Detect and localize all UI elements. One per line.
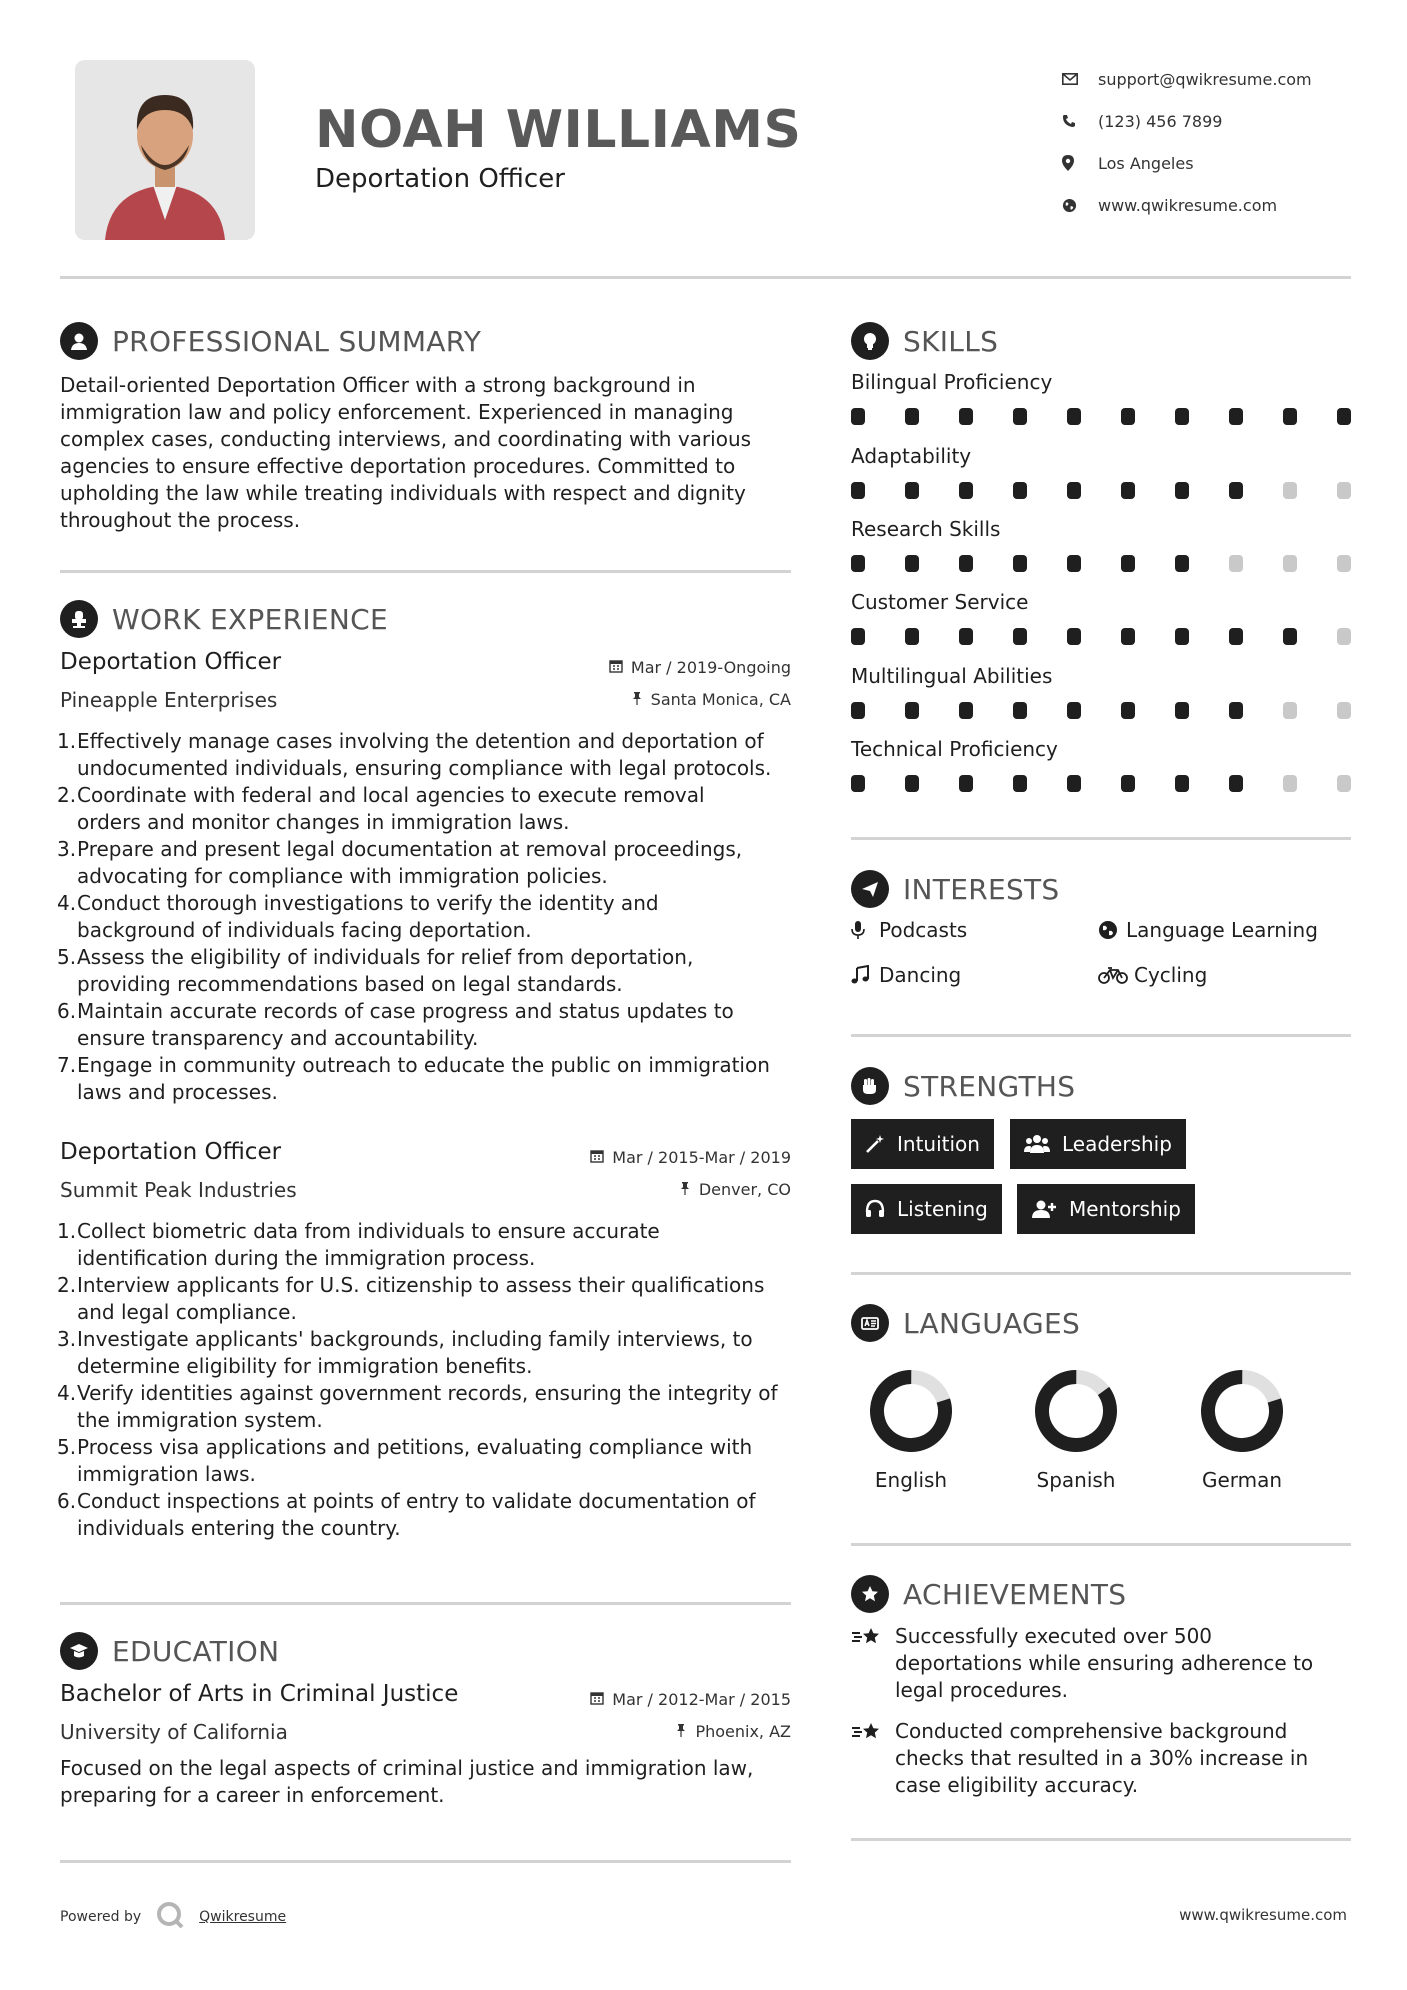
skill-rating — [851, 628, 1351, 648]
job-1-duties — [57, 728, 797, 1106]
education-line: preparing for a career in enforcement. — [60, 1783, 445, 1807]
list-item: 2. Coordinate with federal and local agencies to execute removal orders and monitor changes in immigration laws. — [57, 783, 705, 834]
language-name: English — [874, 1468, 948, 1492]
strength-badge-intuition — [851, 1119, 994, 1169]
skill-dot-filled — [1067, 555, 1081, 572]
list-item: 4. Verify identities against government records, ensuring the integrity of the immigration system. — [57, 1381, 778, 1432]
skill-dot-empty — [1283, 482, 1297, 499]
language-name: German — [1201, 1468, 1283, 1492]
candidate-name: NOAH WILLIAMS — [315, 100, 802, 160]
achievement-line: Conducted comprehensive background — [895, 1719, 1288, 1743]
contact-email[interactable] — [1062, 58, 1392, 100]
list-item: 4. Conduct thorough investigations to verify the identity and background of individuals facing deportation. — [57, 891, 659, 942]
language-item — [1172, 1368, 1312, 1492]
interest-cycling — [1098, 963, 1207, 987]
languages-heading-text: LANGUAGES — [903, 1306, 1081, 1340]
skill-dot-filled — [1121, 775, 1135, 792]
candidate-title: Deportation Officer — [315, 164, 565, 194]
achievement-line: legal procedures. — [895, 1678, 1068, 1702]
skill-dot-filled — [1067, 775, 1081, 792]
skills-heading-text: SKILLS — [903, 324, 999, 358]
skill-dot-filled — [1013, 482, 1027, 499]
language-item — [841, 1368, 981, 1492]
education-divider — [60, 1860, 791, 1863]
skill-dot-filled — [905, 482, 919, 499]
skill-item — [851, 517, 1351, 575]
skill-dot-filled — [1229, 482, 1243, 499]
skill-dot-filled — [851, 702, 865, 719]
skill-dot-empty — [1337, 482, 1351, 499]
skill-rating — [851, 775, 1351, 795]
language-ring — [1199, 1368, 1285, 1454]
skill-dot-filled — [851, 628, 865, 645]
education-dates — [480, 1690, 791, 1709]
interest-label: Cycling — [1134, 963, 1208, 987]
language-ring — [1033, 1368, 1119, 1454]
users-icon — [1024, 1134, 1050, 1154]
achievements-heading — [851, 1575, 1126, 1613]
achievement-line: checks that resulted in a 30% increase in — [895, 1746, 1309, 1770]
job-1-dates — [500, 658, 791, 677]
calendar-icon — [609, 659, 623, 677]
job-2-role: Deportation Officer — [60, 1139, 282, 1165]
calendar-icon — [590, 1691, 604, 1709]
skill-dot-empty — [1337, 628, 1351, 645]
contact-website[interactable] — [1062, 184, 1392, 226]
contact-location-text: Los Angeles — [1098, 153, 1194, 173]
skill-dot-filled — [1229, 775, 1243, 792]
summary-line: throughout the process. — [60, 508, 301, 532]
qwikresume-link[interactable]: Qwikresume — [199, 1909, 287, 1925]
interests-divider — [851, 1034, 1351, 1037]
skill-name: Adaptability — [851, 444, 972, 468]
skill-dot-filled — [1067, 702, 1081, 719]
job-1-location — [500, 690, 791, 709]
skill-dot-filled — [1013, 628, 1027, 645]
list-item: 3. Investigate applicants' backgrounds, including family interviews, to determine eligibility for immigration benefits. — [57, 1327, 753, 1378]
summary-line: agencies to ensure effective deportation procedures. Committed to — [60, 454, 736, 478]
star-badge-icon — [851, 1575, 889, 1613]
education-school: University of California — [60, 1720, 288, 1744]
strength-badge-listening — [851, 1184, 1002, 1234]
skill-dot-filled — [1013, 555, 1027, 572]
job-2-duties — [57, 1218, 797, 1542]
skill-name: Multilingual Abilities — [851, 664, 1053, 688]
contact-phone-text: (123) 456 7899 — [1098, 111, 1223, 131]
summary-line: upholding the law while treating individuals with respect and dignity — [60, 481, 746, 505]
education-dates-text: Mar / 2012-Mar / 2015 — [612, 1690, 791, 1709]
achievement-line: deportations while ensuring adherence to — [895, 1651, 1314, 1675]
skill-dot-filled — [905, 775, 919, 792]
strength-label: Leadership — [1062, 1132, 1172, 1156]
interest-dancing — [851, 963, 961, 987]
skill-dot-filled — [959, 408, 973, 425]
skill-dot-empty — [1337, 702, 1351, 719]
job-1-location-text: Santa Monica, CA — [650, 690, 791, 709]
education-location — [500, 1722, 791, 1741]
skill-dot-filled — [1283, 408, 1297, 425]
work-heading-text: WORK EXPERIENCE — [112, 602, 388, 636]
language-ring-fill — [1199, 1368, 1285, 1454]
contact-phone[interactable] — [1062, 100, 1392, 142]
language-ring-fill — [1033, 1368, 1119, 1454]
strengths-heading-text: STRENGTHS — [903, 1069, 1076, 1103]
skill-dot-empty — [1283, 555, 1297, 572]
powered-by-text: Powered by — [60, 1909, 142, 1925]
mail-icon — [1062, 73, 1098, 85]
summary-line: immigration law and policy enforcement. Experienced in managing — [60, 400, 734, 424]
strength-badge-leadership — [1010, 1119, 1186, 1169]
summary-heading — [60, 322, 481, 360]
pushpin-icon — [675, 1723, 687, 1741]
briefcase-icon — [60, 600, 98, 638]
skill-rating — [851, 408, 1351, 428]
skill-dot-filled — [1283, 628, 1297, 645]
skill-dot-filled — [1229, 408, 1243, 425]
skill-dot-filled — [1121, 482, 1135, 499]
strength-label: Mentorship — [1069, 1197, 1181, 1221]
skill-dot-filled — [1013, 408, 1027, 425]
skill-dot-empty — [1283, 775, 1297, 792]
interests-heading — [851, 870, 1060, 908]
contact-email-text: support@qwikresume.com — [1098, 69, 1312, 89]
skill-name: Customer Service — [851, 590, 1029, 614]
pushpin-icon — [631, 691, 643, 709]
graduation-cap-icon — [60, 1632, 98, 1670]
globe-icon — [1098, 920, 1126, 940]
skill-dot-filled — [905, 555, 919, 572]
qwikresume-logo-icon — [155, 1900, 185, 1934]
skill-dot-empty — [1337, 775, 1351, 792]
profile-photo — [75, 60, 255, 240]
education-description — [60, 1755, 800, 1809]
summary-line: complex cases, conducting interviews, and coordinating with various — [60, 427, 752, 451]
strengths-heading — [851, 1067, 1075, 1105]
skill-item — [851, 444, 1351, 502]
achievements-divider — [851, 1838, 1351, 1841]
skill-dot-empty — [1229, 555, 1243, 572]
pushpin-icon — [679, 1181, 691, 1199]
job-2-dates — [480, 1148, 791, 1167]
skill-dot-filled — [905, 408, 919, 425]
skill-dot-filled — [1175, 702, 1189, 719]
user-icon — [60, 322, 98, 360]
list-item: 7. Engage in community outreach to educate the public on immigration laws and processes. — [57, 1053, 770, 1104]
achievement-item — [851, 1718, 1351, 1799]
strengths-divider — [851, 1272, 1351, 1275]
microphone-icon — [851, 920, 879, 940]
skill-dot-filled — [959, 702, 973, 719]
education-degree: Bachelor of Arts in Criminal Justice — [60, 1681, 459, 1707]
job-2-location — [500, 1180, 791, 1199]
language-card-icon — [851, 1304, 889, 1342]
skill-dot-filled — [1175, 482, 1189, 499]
strength-label: Intuition — [897, 1132, 980, 1156]
skill-dot-filled — [851, 555, 865, 572]
work-divider — [60, 1602, 791, 1605]
contact-website-text: www.qwikresume.com — [1098, 195, 1278, 215]
skill-dot-filled — [1067, 482, 1081, 499]
achievement-line: case eligibility accuracy. — [895, 1773, 1139, 1797]
skill-dot-filled — [1013, 775, 1027, 792]
job-1-role: Deportation Officer — [60, 649, 282, 675]
header-divider — [60, 276, 1351, 279]
skill-dot-filled — [1337, 408, 1351, 425]
skill-name: Technical Proficiency — [851, 737, 1058, 761]
list-item: 5. Process visa applications and petitions, evaluating compliance with immigration laws. — [57, 1435, 753, 1486]
achievements-heading-text: ACHIEVEMENTS — [903, 1577, 1127, 1611]
achievement-item — [851, 1623, 1351, 1704]
skill-dot-filled — [1067, 408, 1081, 425]
fist-icon — [851, 1067, 889, 1105]
language-ring — [868, 1368, 954, 1454]
education-heading — [60, 1632, 279, 1670]
interest-label: Language Learning — [1126, 918, 1318, 942]
skill-dot-filled — [1175, 628, 1189, 645]
language-ring-fill — [868, 1368, 954, 1454]
skill-item — [851, 737, 1351, 795]
skill-dot-filled — [1175, 775, 1189, 792]
skill-dot-filled — [1067, 628, 1081, 645]
work-heading — [60, 600, 388, 638]
skill-dot-empty — [1283, 702, 1297, 719]
skill-dot-filled — [1229, 702, 1243, 719]
skill-dot-filled — [851, 408, 865, 425]
bicycle-icon — [1098, 966, 1134, 984]
job-1-dates-text: Mar / 2019-Ongoing — [630, 658, 791, 677]
contact-list — [1062, 58, 1392, 226]
contact-location — [1062, 142, 1392, 184]
skill-dot-empty — [1337, 555, 1351, 572]
list-item: 5. Assess the eligibility of individuals for relief from deportation, providing recommendations based on legal standards. — [57, 945, 694, 996]
phone-icon — [1062, 114, 1098, 128]
skills-heading — [851, 322, 998, 360]
music-note-icon — [851, 965, 879, 985]
skill-item — [851, 590, 1351, 648]
interest-language-learning — [1098, 918, 1318, 942]
skill-dot-filled — [851, 775, 865, 792]
interest-podcasts — [851, 918, 967, 942]
skills-divider — [851, 837, 1351, 840]
user-plus-icon — [1031, 1199, 1057, 1219]
list-item: 1. Effectively manage cases involving the detention and deportation of undocumented individuals, ensuring compliance with legal protocols. — [57, 729, 772, 780]
summary-divider — [60, 570, 791, 573]
achievement-line: Successfully executed over 500 — [895, 1624, 1213, 1648]
education-line: Focused on the legal aspects of criminal justice and immigration law, — [60, 1756, 754, 1780]
headphones-icon — [865, 1199, 885, 1219]
summary-heading-text: PROFESSIONAL SUMMARY — [112, 324, 482, 358]
globe-icon — [1062, 198, 1098, 213]
skill-dot-filled — [851, 482, 865, 499]
skill-dot-filled — [1121, 628, 1135, 645]
magic-wand-icon — [865, 1134, 885, 1154]
skill-dot-filled — [959, 555, 973, 572]
skill-rating — [851, 555, 1351, 575]
strength-label: Listening — [897, 1197, 988, 1221]
list-item: 6. Maintain accurate records of case progress and status updates to ensure transparency and accountability. — [57, 999, 734, 1050]
languages-heading — [851, 1304, 1080, 1342]
education-heading-text: EDUCATION — [112, 1634, 280, 1668]
summary-text — [60, 372, 800, 534]
skill-dot-filled — [959, 482, 973, 499]
summary-line: Detail-oriented Deportation Officer with a strong background in — [60, 373, 696, 397]
shooting-star-icon — [851, 1718, 895, 1799]
skill-item — [851, 664, 1351, 722]
skill-dot-filled — [1229, 628, 1243, 645]
language-item — [1006, 1368, 1146, 1492]
lightbulb-icon — [851, 322, 889, 360]
interests-heading-text: INTERESTS — [903, 872, 1060, 906]
map-pin-icon — [1062, 155, 1098, 171]
interest-label: Podcasts — [879, 918, 968, 942]
calendar-icon — [590, 1149, 604, 1167]
skill-dot-filled — [959, 628, 973, 645]
paper-plane-icon — [851, 870, 889, 908]
language-name: Spanish — [1036, 1468, 1116, 1492]
job-2-dates-text: Mar / 2015-Mar / 2019 — [612, 1148, 791, 1167]
languages-divider — [851, 1543, 1351, 1546]
job-2-company: Summit Peak Industries — [60, 1178, 297, 1202]
skill-dot-filled — [905, 628, 919, 645]
skill-dot-filled — [905, 702, 919, 719]
job-1-company: Pineapple Enterprises — [60, 688, 278, 712]
list-item: 1. Collect biometric data from individuals to ensure accurate identification during the immigration process. — [57, 1219, 660, 1270]
skill-dot-filled — [1121, 555, 1135, 572]
list-item: 2. Interview applicants for U.S. citizenship to assess their qualifications and legal compliance. — [57, 1273, 765, 1324]
shooting-star-icon — [851, 1623, 895, 1704]
footer-url[interactable]: www.qwikresume.com — [1179, 1906, 1347, 1924]
skill-rating — [851, 482, 1351, 502]
list-item: 6. Conduct inspections at points of entry to validate documentation of individuals entering the country. — [57, 1489, 756, 1540]
strength-badge-mentorship — [1017, 1184, 1195, 1234]
skill-dot-filled — [1013, 702, 1027, 719]
skill-name: Research Skills — [851, 517, 1001, 541]
skill-item — [851, 370, 1351, 428]
footer-powered-by — [60, 1900, 286, 1934]
skill-name: Bilingual Proficiency — [851, 370, 1053, 394]
job-2-location-text: Denver, CO — [698, 1180, 791, 1199]
interest-label: Dancing — [879, 963, 962, 987]
skill-dot-filled — [1175, 555, 1189, 572]
skill-dot-filled — [1121, 702, 1135, 719]
skill-dot-filled — [959, 775, 973, 792]
skill-rating — [851, 702, 1351, 722]
skill-dot-filled — [1175, 408, 1189, 425]
skill-dot-filled — [1121, 408, 1135, 425]
education-location-text: Phoenix, AZ — [695, 1722, 791, 1741]
list-item: 3. Prepare and present legal documentation at removal proceedings, advocating for compliance with immigration policies. — [57, 837, 743, 888]
